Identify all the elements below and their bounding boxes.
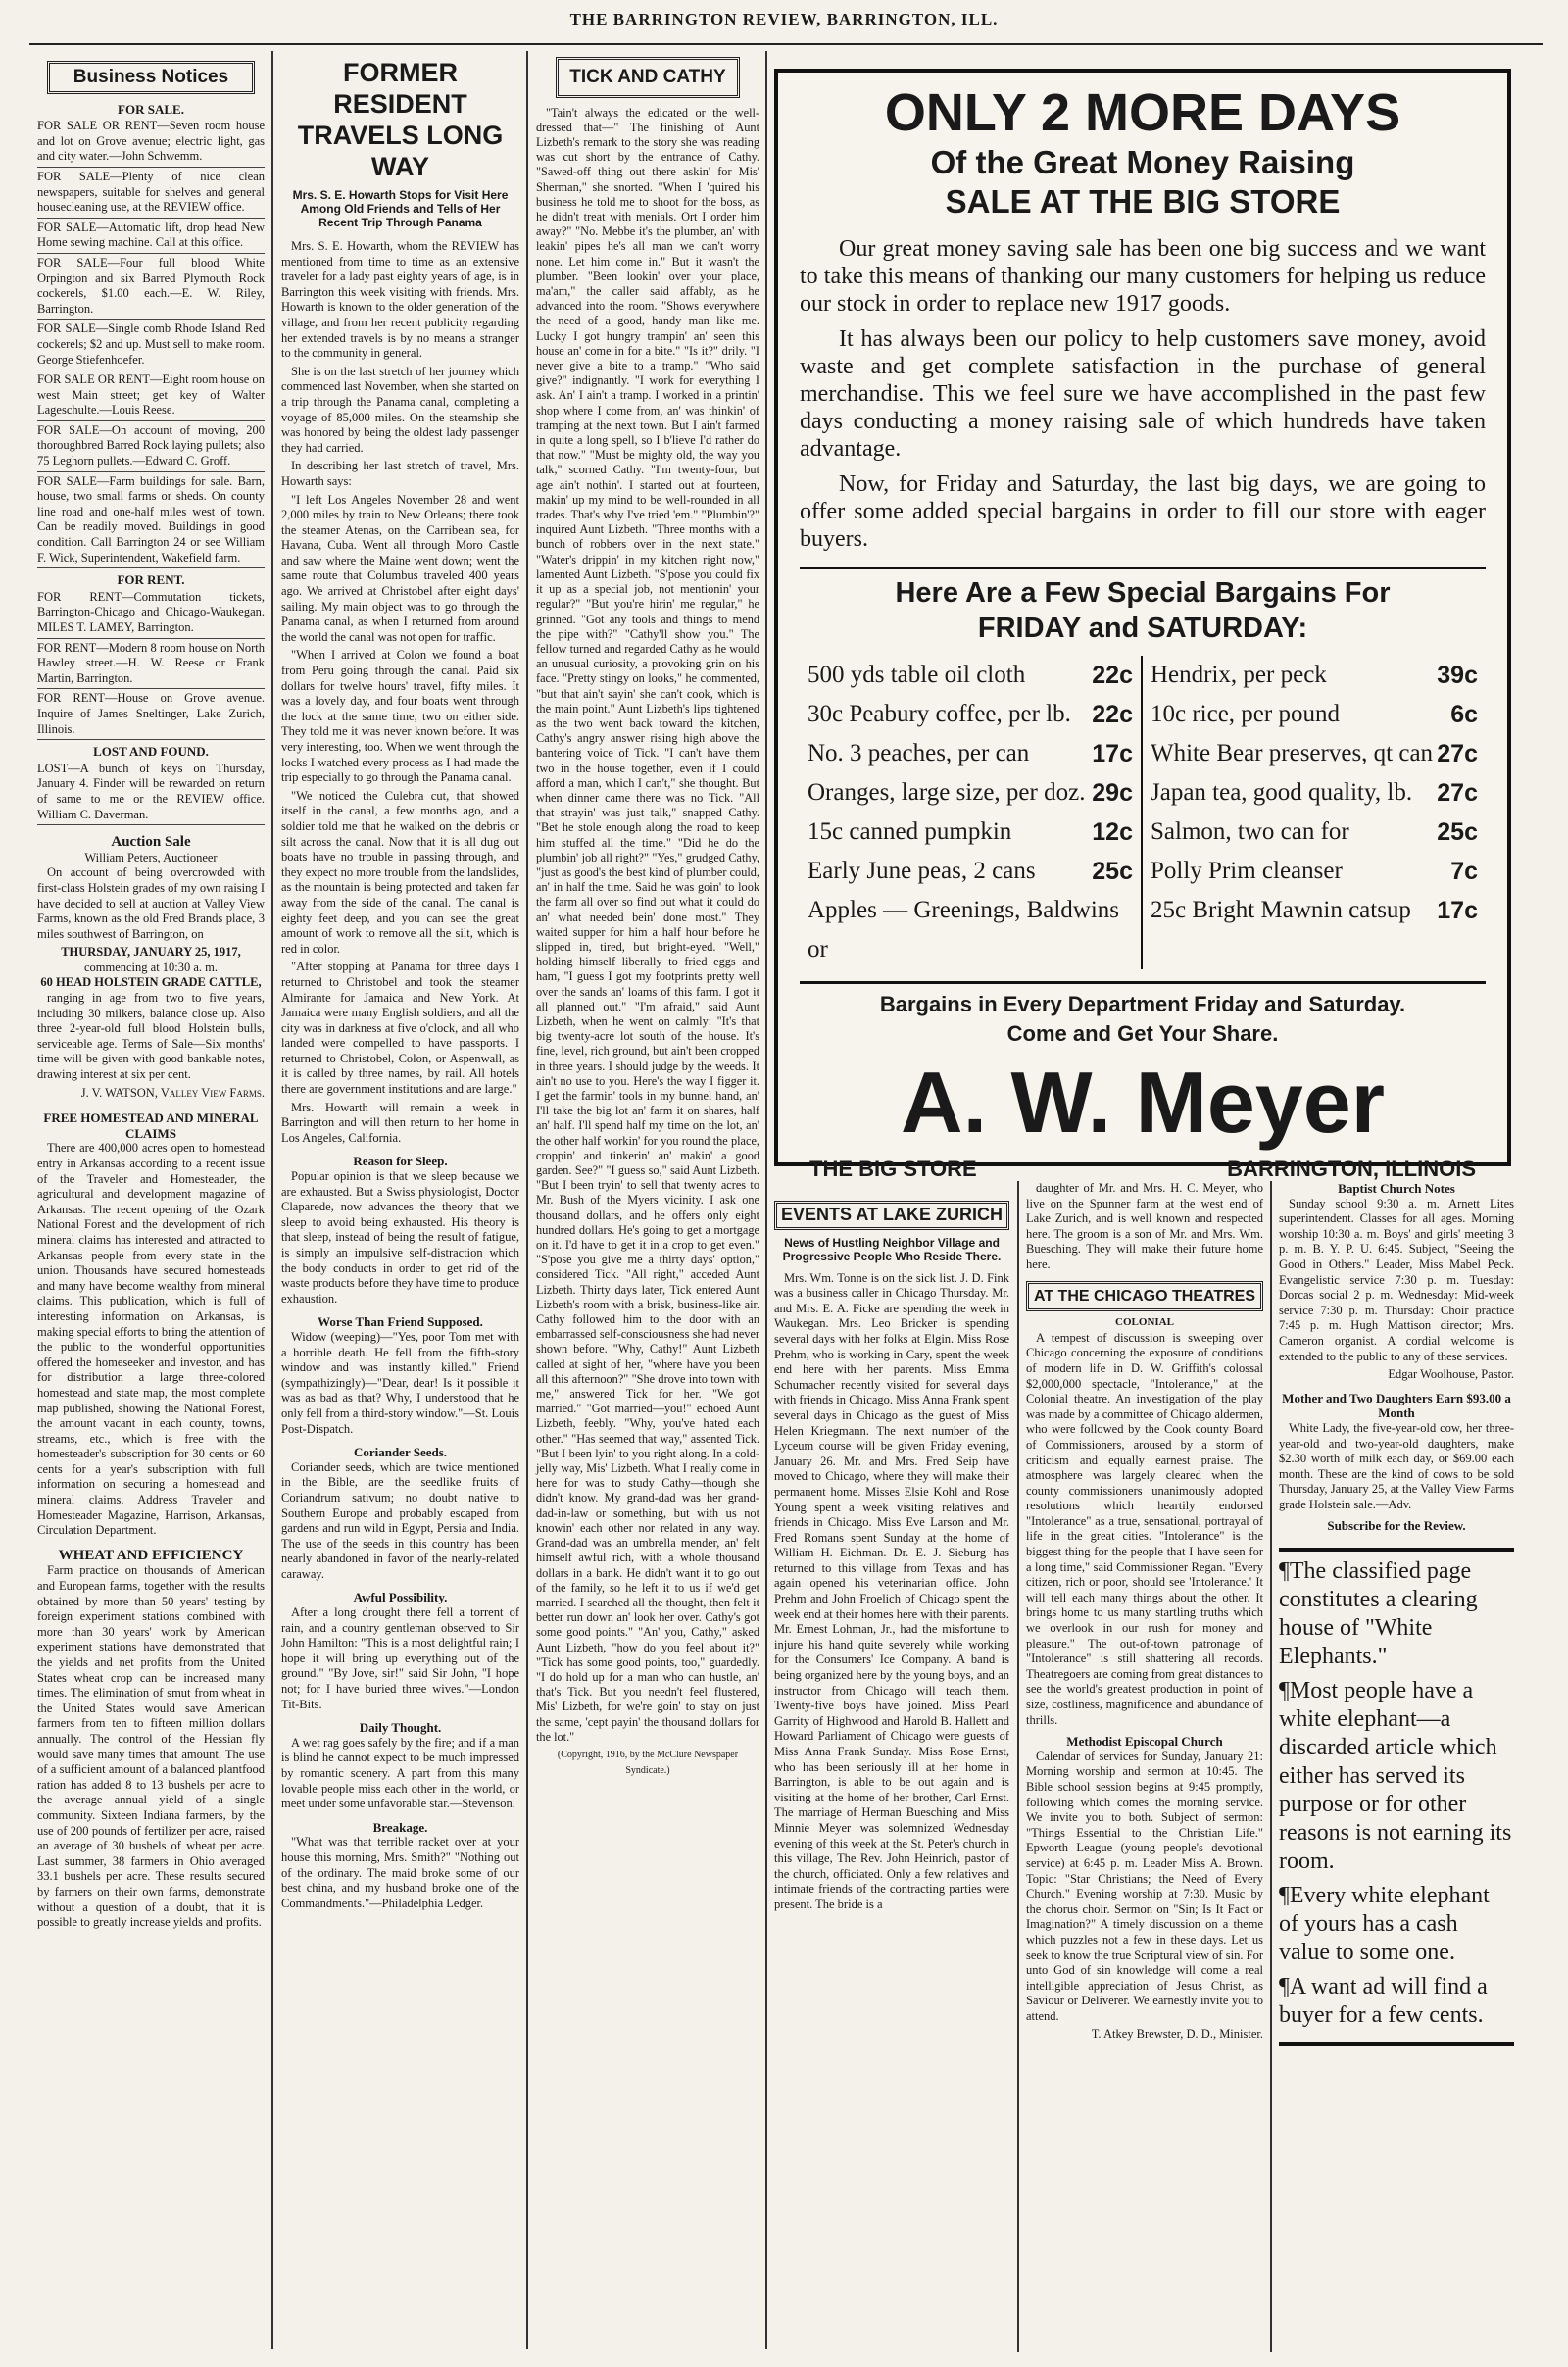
bargain-item-right <box>1143 852 1486 891</box>
bargain-item-price: 6c <box>1450 701 1478 728</box>
bargain-item-left <box>800 891 1143 969</box>
bargain-item-left <box>800 773 1143 813</box>
bargain-item-left <box>800 695 1143 734</box>
bargain-item-name: Hendrix, per peck <box>1151 662 1327 688</box>
masthead: THE BARRINGTON REVIEW, BARRINGTON, ILL. <box>569 10 999 28</box>
theatres-body: A tempest of discussion is sweeping over Chicago concerning the exposure of conditions of modern life in D. W. Griffith's colossal $2,000,000 spectacle, "Intolerance," at the Colonial theatre. An investigation of the play was made by a committee of Chicago aldermen, who were followed by the Cook county Board of Commissioners, aroused by a storm of criticism and equally earnest praise. The atmosphere was largely cleared when the county commissioners unanimously adopted resolutions which heartily endorsed "Intolerance" as a true, sensational, portrayal of life in the great cities. "Intolerance" is the biggest thing for the people that I have seen for a long time," said Commissioner Regan. "Every citizen, rich or poor, should see 'Intolerance.' It will tell each many things about the other. It brings home to us many startling truths which we overlook in our rush for money and pleasure." The out-of-town patronage of "Intolerance" is still shattering all records. Theatregoers are coming from great distances to see the world's greatest production in point of size, costliness, magnificence and abundance of thrills. <box>1026 1330 1263 1727</box>
ad-headline: ONLY 2 MORE DAYS <box>884 83 1401 142</box>
bargain-item-name: Japan tea, good quality, lb. <box>1151 779 1413 806</box>
business-notices-column <box>37 57 265 2350</box>
homestead-title: FREE HOMESTEAD AND MINERAL CLAIMS <box>43 1110 259 1141</box>
for-sale-notice: FOR SALE—Four full blood White Orpington and six Barred Plymouth Rock cockerels, $1.00 each.—E. W. Riley, Barrington. <box>37 254 265 320</box>
ad-subheadline: Of the Great Money Raising <box>930 144 1355 180</box>
bargain-item-name: Early June peas, 2 cans <box>808 858 1036 884</box>
ad-divider <box>800 567 1486 569</box>
ad-paragraph-3: Now, for Friday and Saturday, the last big days, we are going to offer some added special bargains in order to fill our store with eager buyers. <box>800 471 1486 552</box>
former-resident-paragraph: "After stopping at Panama for three days I returned to Christobel and took the steamer Almirante for Jamaica and New York. At Jamaica were many English soldiers, and all the city was in darkness at five o'clock, and all who landed were compelled to have passports. I returned to Christobel, Colon, or Aspenwall, as it is called by three names, by rail. All hotels there are government institutions and are large." <box>281 960 519 1097</box>
bargain-row <box>800 891 1486 969</box>
bargain-item-price: 12c <box>1092 818 1133 846</box>
bargain-item-name: 15c canned pumpkin <box>808 818 1012 845</box>
auction-cattle: 60 HEAD HOLSTEIN GRADE CATTLE, <box>40 975 262 990</box>
coriander-title: Coriander Seeds. <box>353 1445 448 1460</box>
auction-title: Auction Sale <box>111 834 191 851</box>
lake-zurich-column <box>774 1201 1009 2357</box>
former-resident-body <box>281 239 519 1146</box>
bargain-item-right <box>1143 695 1486 734</box>
for-sale-notice: FOR SALE—Plenty of nice clean newspapers, suitable for shelves and general housecleaning use, at the REVIEW office. <box>37 168 265 219</box>
coriander-body: Coriander seeds, which are twice mentioned in the Bible, are the seedlike fruits of Coriandrum sativum; no doubt native to Southern Europe and probably escaped from gardens and run wild in Egypt, Persia and India. The use of the seeds in this country has been nearly abandoned in favor of the nearly-related caraway. <box>281 1459 519 1581</box>
classified-paragraph: ¶Most people have a white elephant—a discarded article which either has served its purpose or for other reasons is not earning its room. <box>1279 1678 1512 1875</box>
tick-cathy-title: TICK AND CATHY <box>556 57 740 98</box>
former-resident-paragraph: Mrs. S. E. Howarth, whom the REVIEW has mentioned from time to time as an extensive traveler for a lady past eighty years of age, is in Barrington this week visiting with friends. Mrs. Howarth is known to the older generation of the village, and from her recent publicity regarding her extended travels is by no means a stranger to the community in general. <box>281 239 519 361</box>
sleep-body: Popular opinion is that we sleep because we are exhausted. But a Swiss physiologist, Doctor Claparede, now advances the theory that we sleep to avoid being exhausted. His theory is that sleep, instead of being the result of fatigue, is simply an impulsive self-distraction which the body conducts in order to get rid of the waste products before they have time to produce exhaustion. <box>281 1169 519 1306</box>
classified-paragraph: ¶Every white elephant of yours has a cash value to some one. <box>1279 1883 1490 1966</box>
bargain-item-name: 500 yds table oil cloth <box>808 662 1026 688</box>
bargain-row <box>800 852 1486 891</box>
column-rule-3 <box>765 51 767 2349</box>
baptist-title: Baptist Church Notes <box>1338 1181 1455 1196</box>
bargain-item-name: 10c rice, per pound <box>1151 701 1340 727</box>
for-sale-notice: FOR SALE—Single comb Rhode Island Red cockerels; $2 and up. Must sell to make room. George Stiefenhoefer. <box>37 320 265 370</box>
bargain-item-price: 17c <box>1092 740 1133 767</box>
baptist-column <box>1279 1181 1514 2357</box>
former-resident-paragraph: "When I arrived at Colon we found a boat from Peru going through the canal. Paid six dollars for twelve hours' travel, fifty miles. It was a lovely day, and four boats went through the lock at the same time, two on either side. They told me it was never known before. It was very interesting, too. When we went through the locks I watched every process as I had made the trip especially to go through the Panama canal. <box>281 648 519 785</box>
theatres-title: AT THE CHICAGO THEATRES <box>1026 1281 1263 1312</box>
ad-intro <box>800 235 1486 553</box>
bargain-item-right <box>1143 891 1486 969</box>
bargain-item-name: Salmon, two can for <box>1151 818 1349 845</box>
bargain-item-price: 22c <box>1092 662 1133 689</box>
bargain-heading-1: Here Are a Few Special Bargains For <box>895 577 1391 609</box>
ad-footer-line-1: Bargains in Every Department Friday and Saturday. <box>879 992 1406 1016</box>
auction-body: On account of being overcrowded with first-class Holstein grades of my own raising I have decided to sell at auction at Valley View Farms, known as the old Fred Brands place, 3 miles southwest of Barrington, on <box>37 865 265 941</box>
lost-notice: LOST—A bunch of keys on Thursday, January 4. Finder will be rewarded on return of same to me or the REVIEW office. William C. Daverman. <box>37 760 265 825</box>
theatres-sub: COLONIAL <box>1115 1316 1174 1329</box>
for-sale-notice: FOR SALE—Automatic lift, drop head New Home sewing machine. Call at this office. <box>37 219 265 254</box>
bargain-row <box>800 813 1486 852</box>
classified-box <box>1279 1548 1514 2046</box>
cow-title: Mother and Two Daughters Earn $93.00 a Month <box>1282 1390 1511 1421</box>
for-rent-notice: FOR RENT—Commutation tickets, Barrington-Chicago and Chicago-Waukegan. MILES T. LAMEY, Barrington. <box>37 588 265 639</box>
bargain-heading-2: FRIDAY and SATURDAY: <box>977 613 1308 644</box>
bargain-item-price: 25c <box>1092 858 1133 885</box>
ad-sale-headline: SALE AT THE BIG STORE <box>945 183 1341 220</box>
lake-zurich-subhead: News of Hustling Neighbor Village and Progressive People Who Reside There. <box>782 1235 1002 1263</box>
former-resident-paragraph: Mrs. Howarth will remain a week in Barrington and will then return to her home in Los Angeles, California. <box>281 1100 519 1145</box>
lake-zurich-body: Mrs. Wm. Tonne is on the sick list. J. D. Fink was a business caller in Chicago Thursday. Mr. and Mrs. E. A. Ficke are spending the week in Waukegan. Mrs. Leo Bricker is spending several days with her folks at Elgin. Miss Rose Prehm, who is working in Cary, spent the week end here with her parents. Miss Emma Schumacher recently visited for several days with friends in Chicago. Miss Anna Frank spent several days in Chicago as the guest of Miss Helen Kriegmann. The next number of the Lyceum course will be given Friday evening, January 26. Mr. and Mrs. Fred Seip have moved to Chicago, where they will make their permanent home. Misses Elsie Kohl and Rose Young spent a week visiting relatives and friends in Chicago. Miss Eve Larson and Mr. Fred Romans spent Sunday at the home of William H. Eichman. Dr. E. J. Sieburg has returned to this village from Texas and has again opened his veterinarian office. John Prehm and John Froelich of Chicago spent the week end at their homes here with their parents. Mr. Ernest Lohman, Jr., had the misfortune to injure his hand quite severely while working for the Consumers' Ice Company. A band is being organized here by the young boys, and an instructor from Chicago will teach them. Twenty-five boys have joined. Miss Pearl Garrity of Highwood and Harold B. Hallett and Howard Parliament of Chicago were guests of Miss Anna Frank Sunday. Miss Rose Ernst, who has been seriously ill at her home in Barrington, is able to be out again and is visiting at the home of her brother, Carl Ernst. The marriage of Herman Buesching and Miss Minnie Meyer was solemnized Wednesday evening of this week at the St. Peter's church in this village, The Rev. John Heinrich, pastor of the church, officiated. Only a few relatives and intimate friends of the contracting parties were present. The bride is a <box>774 1270 1009 1911</box>
column-rule-1 <box>271 51 273 2349</box>
column-rule-2 <box>526 51 528 2349</box>
for-rent-notice: FOR RENT—Modern 8 room house on North Hawley street.—H. W. Reese or Frank Martin, Barrington. <box>37 639 265 690</box>
methodist-body: Calendar of services for Sunday, January 21: Morning worship and sermon at 10:45. The Bible school session begins at 9:45 promptly, following which comes the morning service. We invite you to both. Subject of sermon: "Things Essential to the Christian Life." Epworth League (young people's devotional service) at 6:45 p. m. Leader Miss A. Brown. Topic: "Star Christians; the Need of Every Church." Evening worship at 7:30. Music by the chorus choir. Sermon on "Sin; Is It Fact or Imagination?" A timely discussion on a theme which puzzles not a few in these days. Let us seek to know the true Scriptural view of sin. For unto God of sin knowledge will come a real intelligible appreciation of Jesus Christ, as Saviour or Deliverer. We earnestly invite you to attend. <box>1026 1749 1263 2023</box>
tick-cathy-body: "Tain't always the edicated or the well-dressed that—" The finishing of Aunt Lizbeth's remark to the story she was reading was cut short by the entrance of Cathy. "Sawed-off thing out there askin' for Mis' Sherman," she snorted. "When I 'quired his business he told me to shoot for the boss, as he didn't treat with menials. Ort I order him away?" "No. Mebbe it's the plumber, an' with leakin' pipes he's all man we can't worry none. Let him come in." But it wasn't the plumber. "Been lookin' over your place, ma'am," the caller said affably, as he advanced into the room. "Shows everywhere the need of a good, handy man like me. Lucky I got hungry trampin' an' seen this house an' come in for a bite." "Is it?" drily. "I never give a bite to a tramp." "Who said give?" indignantly. "I work for everything I ask. An' I ain't a tramp. I worked in a printin' shop where I come from, an' was thinkin' of tramping at the next town. But I ain't farmed in quite a long spell, so I b'lieve I'd rather do that now." "Must be mighty old, the way you talk," scorned Cathy. "I'm twenty-four, but age ain't nothin'. I started out at fourteen, makin' up my mind to be well-rounded in all trades. That's why I've tried 'em." "Plumbin'?" inquired Aunt Lizbeth. "Three months with a bunch of robbers over in the next state." "Water's drippin' in my kitchen right now," lamented Aunt Lizbeth. "S'pose you could fix it up as a special job, not mentionin' your regular?" "But you're hirin' me regular," he grinned. "Got any tools and things to mend the pipe with?" "Cathy'll show you." The fellow turned and regarded Cathy as he would an unusual curiosity, a provoking grin on his face. "Pretty stingy on looks," he commented, "but that ain't sayin' she can't cook, which is the main point." Aunt Lizbeth's lips tightened as the two went back toward the kitchen, Cathy's angry answer rising high above the bantering voice of Tick. "I can't have them two in the house together, even if I could afford a man, which I can't," she thought. But when dinner came there was no Tick. "All that strayin' was just talk," snapped Cathy. "Bet he stole enough along the road to keep him stuffed all the time." "Did he do the plumbin' job all right?" "Yes," grudged Cathy, "just as good's the best kind of plumber could, an' in half the time. Said he was goin' to look the farm all over so find out what it could do an' what needed bein' done most." They waited supper for him a half hour before he slipped in, tired, but bright-eyed. "Well," holding himself liberally to fried eggs and ham, "I guess I got my footprints pretty well over the sands an' loams of this farm. I got it all planned out." "I'm afraid," said Aunt Lizbeth, when he went on calmly: "It's that big twenty-acre lot south of the house. It's fine, level, rich ground, but ain't been cropped in three years. I should judge by the weeds. It ain't no use to you. Here's the way I figger it. I get the farmin' tools in my bunnel hand, an' I'll take the big lot an' farm it on shares, half an' half. I'll spend half my time on the lot, an' the other half workin' for you round the place, croppin' and tinkerin' an' makin' a good garden. See?" "I guess so," said Aunt Lizbeth. "But I been tryin' to sell that twenty acres to Mr. Bush of the Myers vicinity. I ask one thousand dollars, and he offers only eight hundred dollars. He's going to get a mortgage on it. I'd have to get it in a crop to get even." "S'pose you give me a thirty days' option," considered Tick. "All right," acceded Aunt Lizbeth. Thirty days later, Tick entered Aunt Lizbeth's room with a brisk, business-like air. Cathy followed him to the door with an embarrassed self-consciousness she had never shown before. "Why, Cathy!" Aunt Lizbeth called at sight of her, "where have you been all this afternoon?" "She drove into town with me," answered Tick for her. "We got married." "Got married—you!" echoed Aunt Lizbeth, feebly. "Why, you've hated each other." "Has seemed that way," assented Tick. "But I been lyin' to you right along. In a cold-jelly way, Mis' Lizbeth. What I really come in here for was to study Cathy—though she didn't know. My grand-dad was her grand-dad-in-law or something, but with us not knowin' each other nor related in any way. Grand-dad was an umbrella mender, an' felt himself awful rich, with a whole thousand dollars in a bank. He didn't want it to go out of the family, so he left it to us if we'd get married. I searched all the thought, then felt it better run down an' look her over. Cathy's got some good points." "An' you, Cathy," asked Aunt Lizbeth, "how do you feel about it?" "Tick has some good points, too," guardedly. "I do hold up for a man who can hustle, an' that's Tick. But you needn't feel flustered, Mis' Lizbeth, for we're goin' to stay on just the same, 'cept payin' the thousand dollars for the lot." <box>536 105 760 1744</box>
for-rent-list <box>37 588 265 740</box>
bargain-item-name: Oranges, large size, per doz. <box>808 779 1086 806</box>
former-resident-headline-2: TRAVELS LONG WAY <box>297 121 504 181</box>
bargain-item-price: 7c <box>1450 858 1478 885</box>
store-tagline-left: THE BIG STORE <box>809 1157 977 1181</box>
classified-list <box>1279 1557 1514 2030</box>
ad-footer-line-2: Come and Get Your Share. <box>1006 1021 1279 1046</box>
bargain-item-name: 30c Peabury coffee, per lb. <box>808 701 1071 727</box>
wheat-body: Farm practice on thousands of American and European farms, together with the results obtained by more than 50 years' testing by foreign experiment stations combined with more than 30 years' work by American experiment stations have demonstrated that the yields and net profits from the United States wheat crop can be increased many times. The elimination of smut from wheat in the United States would save American farmers from ten to fifteen million dollars annually. The control of the Hessian fly would save many times that amount. The use of a sufficient amount of a balanced plantfood ration has added 8 to 13 bushels per acre to the average annual yield of a single community. Sixteen Indiana farmers, by the use of 200 pounds of fertilizer per acre, raised an average of 30 bushels of wheat per acre. Last summer, 38 farmers in Ohio averaged 33.1 bushels per acre. These results secured by farmers on their own farms, demonstrate without a question of a doubt, that it is possible to greatly increase yields and profits. <box>37 1563 265 1930</box>
bargain-item-name: Polly Prim cleanser <box>1151 858 1343 884</box>
column-rule-5 <box>1270 1181 1272 2352</box>
sleep-title: Reason for Sleep. <box>353 1154 448 1169</box>
auction-auctioneer: William Peters, Auctioneer <box>84 850 218 864</box>
auction-signature: J. V. WATSON, Valley View Farms. <box>80 1085 265 1100</box>
breakage-title: Breakage. <box>372 1819 428 1835</box>
big-store-advertisement <box>774 69 1511 1181</box>
ad-divider-2 <box>800 981 1486 984</box>
awful-body: After a long drought there fell a torrent of rain, and a country gentleman observed to Sir John Hamilton: "This is a most delightful rain; I hope it will bring up everything out of the ground." "By Jove, sir!" said Sir John, "I hope not; for I have buried three wives."—London Tit-Bits. <box>281 1605 519 1711</box>
methodist-signature: T. Atkey Brewster, D. D., Minister. <box>1091 2027 1263 2042</box>
masthead-rule <box>29 43 1544 45</box>
bargain-item-right <box>1143 734 1486 773</box>
for-sale-notice: FOR SALE OR RENT—Eight room house on west Main street; get key of Walter Lageschulte.—Louis Reese. <box>37 370 265 421</box>
bargain-item-price: 25c <box>1437 818 1478 846</box>
former-resident-paragraph: "We noticed the Culebra cut, that showed itself in the canal, a few months ago, and a soldier told me that he walked on the debris or silt across the canal. Now that it is all dug out boats have no trouble in passing through, and they expect no more trouble from the landslides, as the mountain is being protected and taken far away from the side of the canal. The canal is eighty feet deep, and you can see the great amount of work to remove all the silt, which is red in color. <box>281 788 519 956</box>
former-resident-paragraph: In describing her last stretch of travel, Mrs. Howarth says: <box>281 459 519 488</box>
bargain-item-left <box>800 813 1143 852</box>
for-sale-notice: FOR SALE—Farm buildings for sale. Barn, house, two small farms or sheds. On county line road and one-half miles west of town. Can be readily moved. Buildings in good condition. Call Barrington 24 or see William F. Wick, Superintendent, Wakefield farm. <box>37 472 265 569</box>
theatres-column <box>1026 1181 1263 2357</box>
former-resident-subhead: Mrs. S. E. Howarth Stops for Visit Here Among Old Friends and Tells of Her Recent Trip Through Panama <box>292 188 509 229</box>
bargain-item-left <box>800 656 1143 695</box>
methodist-title: Methodist Episcopal Church <box>1066 1734 1223 1750</box>
subscribe-line: Subscribe for the Review. <box>1327 1518 1466 1534</box>
awful-title: Awful Possibility. <box>353 1590 448 1605</box>
store-tagline <box>800 1157 1486 1182</box>
for-sale-header: FOR SALE. <box>118 101 184 117</box>
classified-paragraph: ¶The classified page constitutes a clearing house of "White Elephants." <box>1279 1558 1478 1670</box>
baptist-body: Sunday school 9:30 a. m. Arnett Lites superintendent. Classes for all ages. Morning worship 10:30 a. m. Boys' and girls' meeting 3 p. m. B. Y. P. U. 6:45. Subject, "Seeing the Good in Others." Leader, Miss Mabel Peck. Evangelistic service 7:30 p. m. Tuesday: Dorcas social 2 p. m. Wednesday: Mid-week service 7:30 p. m. Thursday: Choir practice 7:45 p. m. Hugh Mattison director; Mrs. Cameron organist. A cordial welcome is extended to the public to any of these services. <box>1279 1196 1514 1363</box>
bargain-row <box>800 656 1486 695</box>
former-resident-paragraph: She is on the last stretch of her journey which commenced last November, when she started on a trip through the Panama canal, completing a voyage of 85,000 miles. On the steamship she was honored by being the oldest lady passenger they had carried. <box>281 364 519 455</box>
bargain-item-name: Apples — Greenings, Baldwins or <box>808 897 1120 962</box>
worse-body: Widow (weeping)—"Yes, poor Tom met with a horrible death. He fell from the fifth-story window and was instantly killed." Friend (sympathizingly)—"Dear, dear! Is it possible it was as bad as that? Why, I understood that he only fell from a third-story window."—St. Louis Post-Dispatch. <box>281 1329 519 1436</box>
for-rent-header: FOR RENT. <box>117 572 185 588</box>
store-tagline-right: BARRINGTON, ILLINOIS <box>1227 1157 1476 1181</box>
bargain-row <box>800 695 1486 734</box>
cow-body: White Lady, the five-year-old cow, her three-year-old and two-year-old daughters, make $2.30 worth of milk each day, or $69.00 each month. These are the kind of cows to be sold Thursday, January 25, at the Valley View Farms grade Holstein sale.—Adv. <box>1279 1420 1514 1511</box>
bargain-item-name: 25c Bright Mawnin catsup <box>1151 897 1411 923</box>
bargain-item-name: No. 3 peaches, per can <box>808 740 1030 766</box>
bargain-price-list <box>800 656 1486 969</box>
for-sale-notice: FOR SALE—On account of moving, 200 thoroughbred Barred Rock laying pullets; also 75 Leghorn pullets.—Edward C. Groff. <box>37 421 265 472</box>
store-name: A. W. Meyer <box>901 1054 1385 1151</box>
tick-cathy-credit: (Copyright, 1916, by the McClure Newspaper Syndicate.) <box>557 1749 739 1776</box>
former-resident-headline-1: FORMER RESIDENT <box>333 58 467 119</box>
bargain-item-price: 27c <box>1437 779 1478 807</box>
auction-time: commencing at 10:30 a. m. <box>83 960 219 974</box>
bargain-item-price: 17c <box>1437 897 1478 924</box>
bargain-item-price: 29c <box>1092 779 1133 807</box>
classified-paragraph: ¶A want ad will find a buyer for a few cents. <box>1279 1974 1488 2029</box>
for-rent-notice: FOR RENT—House on Grove avenue. Inquire of James Sneltinger, Lake Zurich, Illinois. <box>37 689 265 740</box>
former-resident-paragraph: "I left Los Angeles November 28 and went 2,000 miles by train to New Orleans; there took the steamer Atenas, on the Carribean sea, for Havana, Cuba. Went all through Moro Castle and saw where the Maine went down; went the same route that Columbus traveled 400 years ago. We arrived at Christobel after eight days' sailing. My main object was to go through the Panama canal, as when I returned from around the world the canal was not open for traffic. <box>281 492 519 644</box>
worse-title: Worse Than Friend Supposed. <box>318 1314 483 1330</box>
bargain-item-price: 27c <box>1437 740 1478 767</box>
business-notices-title: Business Notices <box>47 61 255 94</box>
bargain-row <box>800 773 1486 813</box>
bargain-item-price: 39c <box>1437 662 1478 689</box>
thought-title: Daily Thought. <box>359 1720 442 1736</box>
column-rule-4 <box>1017 1181 1019 2352</box>
tick-cathy-column <box>536 57 760 2355</box>
bargain-item-right <box>1143 773 1486 813</box>
bargain-item-right <box>1143 813 1486 852</box>
for-sale-notice: FOR SALE OR RENT—Seven room house and lot on Grove avenue; electric light, gas and city water.—John Schwemm. <box>37 117 265 168</box>
auction-body-2: ranging in age from two to five years, including 30 milkers, balance close up. Also three 2-year-old full blood Holstein bulls, serviceable age. Terms of Sale—Six months' time will be given with good bankable notes, drawing interest at six per cent. <box>37 991 265 1082</box>
wedding-continued: daughter of Mr. and Mrs. H. C. Meyer, who live on the Spunner farm at the west end of Lake Zurich, and is well known and respected here. The groom is a son of Mr. and Mrs. Wm. Buesching. They will make their future home here. <box>1026 1181 1263 1271</box>
thought-body: A wet rag goes safely by the fire; and if a man is blind he cannot expect to be much impressed by romantic scenery. A part from this many lovable people miss each other in the world, or meet under some unfavorable star.—Stevenson. <box>281 1735 519 1811</box>
bargain-item-left <box>800 852 1143 891</box>
baptist-signature: Edgar Woolhouse, Pastor. <box>1388 1367 1514 1382</box>
former-resident-column <box>281 57 519 2350</box>
bargain-row <box>800 734 1486 773</box>
ad-paragraph-2: It has always been our policy to help customers save money, avoid waste and get complete satisfaction in the purchase of general merchandise. This we feel sure we have accomplished in the past few days conducting a money raising sale of which hundreds have taken advantage. <box>800 326 1486 462</box>
for-sale-list <box>37 117 265 568</box>
lost-found-header: LOST AND FOUND. <box>93 744 209 760</box>
bargain-item-price: 22c <box>1092 701 1133 728</box>
auction-date: THURSDAY, JANUARY 25, 1917, <box>61 945 241 960</box>
breakage-body: "What was that terrible racket over at your house this morning, Mrs. Smith?" "Nothing out of the ordinary. The maid broke some of our best china, and my husband broke one of the Commandments."—Philadelphia Ledger. <box>281 1835 519 1910</box>
homestead-body: There are 400,000 acres open to homestead entry in Arkansas according to a recent issue of the Traveler and Homesteader, the agricultural and development magazine of Arkansas. The recent opening of the Ozark National Forest and the development of rich mineral claims has interested and attracted to Arkansas people from every state in the union. Thousands have secured homesteads and many have become wealthy from mineral claims. This publication, which is full of interesting information on Arkansas, is making special efforts to bring the attention of the public to the wonderful opportunities offered the homeseeker and investor, and has for distribution a large three-colored homestead and state map, the most complete map published, showing the National Forest, the amount vacant in each county, towns, streams, etc., which is free with the homesteader's subscription for 30 cents or 60 cents for a year's subscription with full information on securing a homestead and mineral claims. Address Traveler and Homesteader Magazine, Harrison, Arkansas, Circulation Department. <box>37 1141 266 1538</box>
lake-zurich-title: EVENTS AT LAKE ZURICH <box>774 1201 1009 1230</box>
wheat-title: WHEAT AND EFFICIENCY <box>58 1547 244 1563</box>
bargain-item-right <box>1143 656 1486 695</box>
ad-paragraph-1: Our great money saving sale has been one big success and we want to take this means of thanking our many customers for helping us reduce our stock in order to replace new 1917 goods. <box>800 236 1486 317</box>
bargain-item-left <box>800 734 1143 773</box>
bargain-item-name: White Bear preserves, qt can <box>1151 740 1434 766</box>
